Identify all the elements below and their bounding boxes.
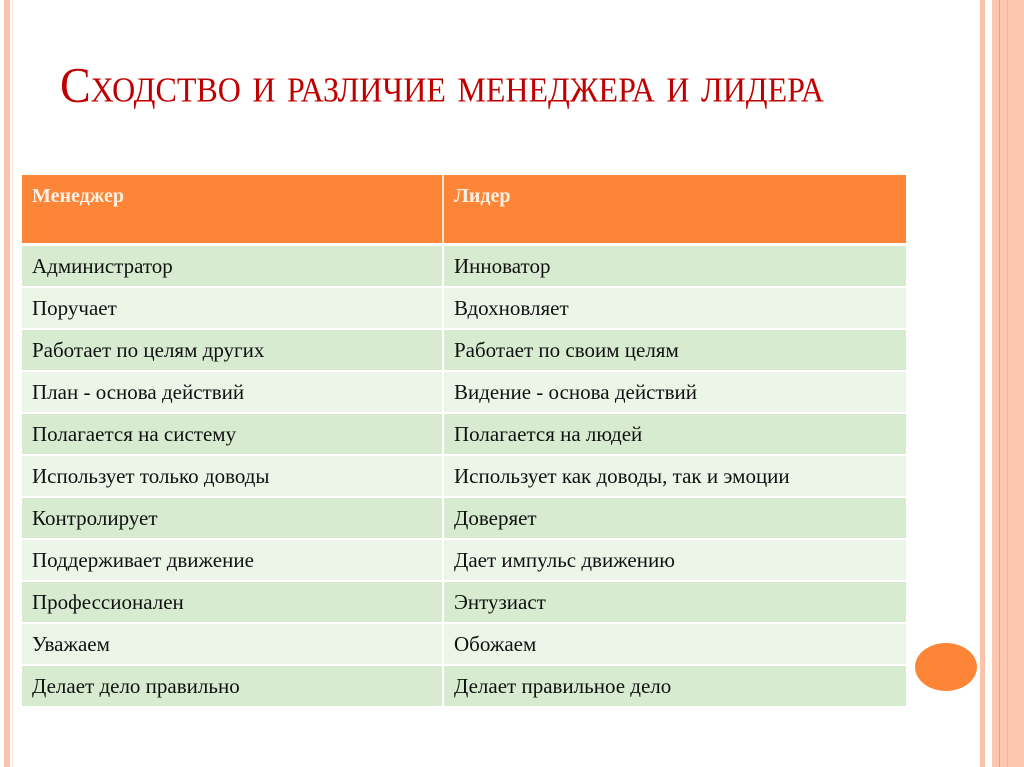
right-border-line (1007, 0, 1008, 767)
table-header-row (22, 175, 906, 244)
cell-leader: Делает правильное дело (443, 665, 906, 707)
table-row (22, 581, 906, 623)
cell-leader: Работает по своим целям (443, 329, 906, 371)
cell-manager: Уважаем (22, 623, 443, 665)
header-manager: Менеджер (22, 175, 443, 244)
cell-leader: Дает импульс движению (443, 539, 906, 581)
right-border-line (999, 0, 1000, 767)
cell-manager: Полагается на систему (22, 413, 443, 455)
right-border-band (992, 0, 1024, 767)
left-border-stripe (4, 0, 10, 767)
comparison-table (22, 175, 906, 708)
table-row (22, 665, 906, 707)
cell-leader: Доверяет (443, 497, 906, 539)
cell-leader: Обожаем (443, 623, 906, 665)
cell-manager: Профессионален (22, 581, 443, 623)
cell-manager: Контролирует (22, 497, 443, 539)
cell-leader: Полагается на людей (443, 413, 906, 455)
table-row (22, 413, 906, 455)
right-border-stripe (980, 0, 985, 767)
cell-leader: Энтузиаст (443, 581, 906, 623)
left-border-line (12, 0, 13, 767)
cell-manager: Администратор (22, 244, 443, 287)
table-row (22, 455, 906, 497)
cell-leader: Инноватор (443, 244, 906, 287)
table-row (22, 623, 906, 665)
table-row (22, 497, 906, 539)
cell-manager: Поддерживает движение (22, 539, 443, 581)
table-row (22, 371, 906, 413)
header-leader: Лидер (443, 175, 906, 244)
cell-manager: Работает по целям других (22, 329, 443, 371)
table-row (22, 244, 906, 287)
cell-leader: Видение - основа действий (443, 371, 906, 413)
cell-manager: План - основа действий (22, 371, 443, 413)
cell-leader: Вдохновляет (443, 287, 906, 329)
decorative-circle-icon (915, 643, 977, 691)
table-row (22, 539, 906, 581)
slide-title: Сходство и различие менеджера и лидера (60, 57, 824, 113)
cell-manager: Использует только доводы (22, 455, 443, 497)
cell-leader: Использует как доводы, так и эмоции (443, 455, 906, 497)
cell-manager: Поручает (22, 287, 443, 329)
table-row (22, 287, 906, 329)
cell-manager: Делает дело правильно (22, 665, 443, 707)
table-row (22, 329, 906, 371)
